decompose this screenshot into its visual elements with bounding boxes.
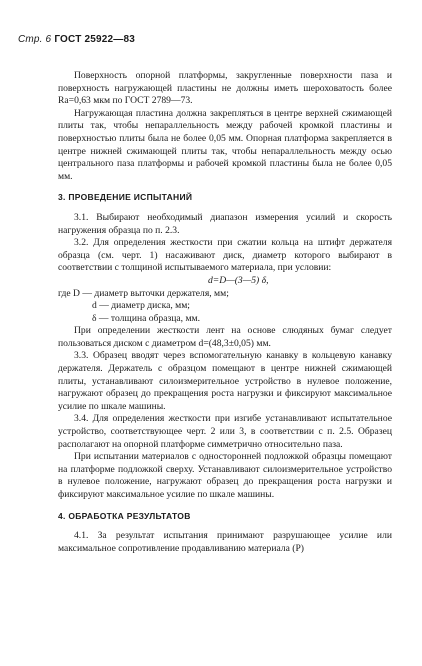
paragraph-3-3: 3.3. Образец вводят через вспомогательную канавку в кольцевую канавку держателя. Держатель с образцом помещают в центре нижней сжимающей плиты, устанавливают силоизмерительное устройство в нулевое положение, нагружают образец до прекращения роста нагрузки и фиксируют максимальное усилие по шкале машины.: [58, 350, 392, 412]
paragraph-3-4-substrate: При испытании материалов с односторонней подложкой образцы помещают на платформе подложкой сверху. Устанавливают силоизмерительное устройство в нулевое положение, нагружают образец до прекращения роста нагрузки и фиксируют максимальное усилие по шкале машины.: [58, 451, 392, 500]
standard-code: ГОСТ 25922—83: [54, 34, 136, 45]
page-header: [18, 34, 135, 45]
paragraph-3-1: 3.1. Выбирают необходимый диапазон измерения усилий и скорость нагружения образца по п. 2.3.: [58, 211, 392, 236]
paragraph-loading-plate: Нагружающая пластина должна закрепляться в центре верхней сжимающей плиты так, чтобы непараллельность между рабочей кромкой пластины и поверхностью плиты была не более 0,05 мм. Опорная платформа закрепляется в центре нижней сжимающей плиты так, чтобы непараллельность между осью центрального паза платформы и рабочей кромкой пластины была не более 0,05 мм.: [58, 107, 392, 182]
definition-delta: δ — толщина образца, мм.: [92, 312, 200, 324]
paragraph-surface: Поверхность опорной платформы, закругленные поверхности паза и поверхность нагружающей пластины не должны иметь шероховатость более Ra=0,63 мкм по ГОСТ 2789—73.: [58, 70, 392, 107]
paragraph-3-4: 3.4. Для определения жесткости при изгибе устанавливают испытательное устройство, соответствующее черт. 2 или 3, в соответствии с п. 2.5. Образец располагают на опорной платформе симметрично относительно паза.: [58, 413, 392, 450]
page-number: Стр. 6: [18, 34, 52, 45]
paragraph-3-2-mica: При определении жесткости лент на основе слюдяных бумаг следует пользоваться диском с диаметром d=(48,3±0,05) мм.: [58, 325, 392, 349]
formula: d=D—(3—5) δ,: [208, 274, 269, 286]
definition-d: d — диаметр диска, мм;: [92, 300, 190, 312]
document-body: [58, 70, 392, 555]
definition-D: где D — диаметр выточки держателя, мм;: [58, 287, 229, 299]
section-heading-3: 3. ПРОВЕДЕНИЕ ИСПЫТАНИЙ: [58, 192, 193, 203]
paragraph-3-2: 3.2. Для определения жесткости при сжатии кольца на штифт держателя образца (см. черт. 1) насаживают диск, диаметр которого выбирают в соответствии с толщиной испытываемого материала, при условии:: [58, 237, 392, 274]
section-heading-4: 4. ОБРАБОТКА РЕЗУЛЬТАТОВ: [58, 510, 191, 521]
paragraph-4-1: 4.1. За результат испытания принимают разрушающее усилие или максимальное сопротивление продавливанию материала (P): [58, 530, 392, 554]
